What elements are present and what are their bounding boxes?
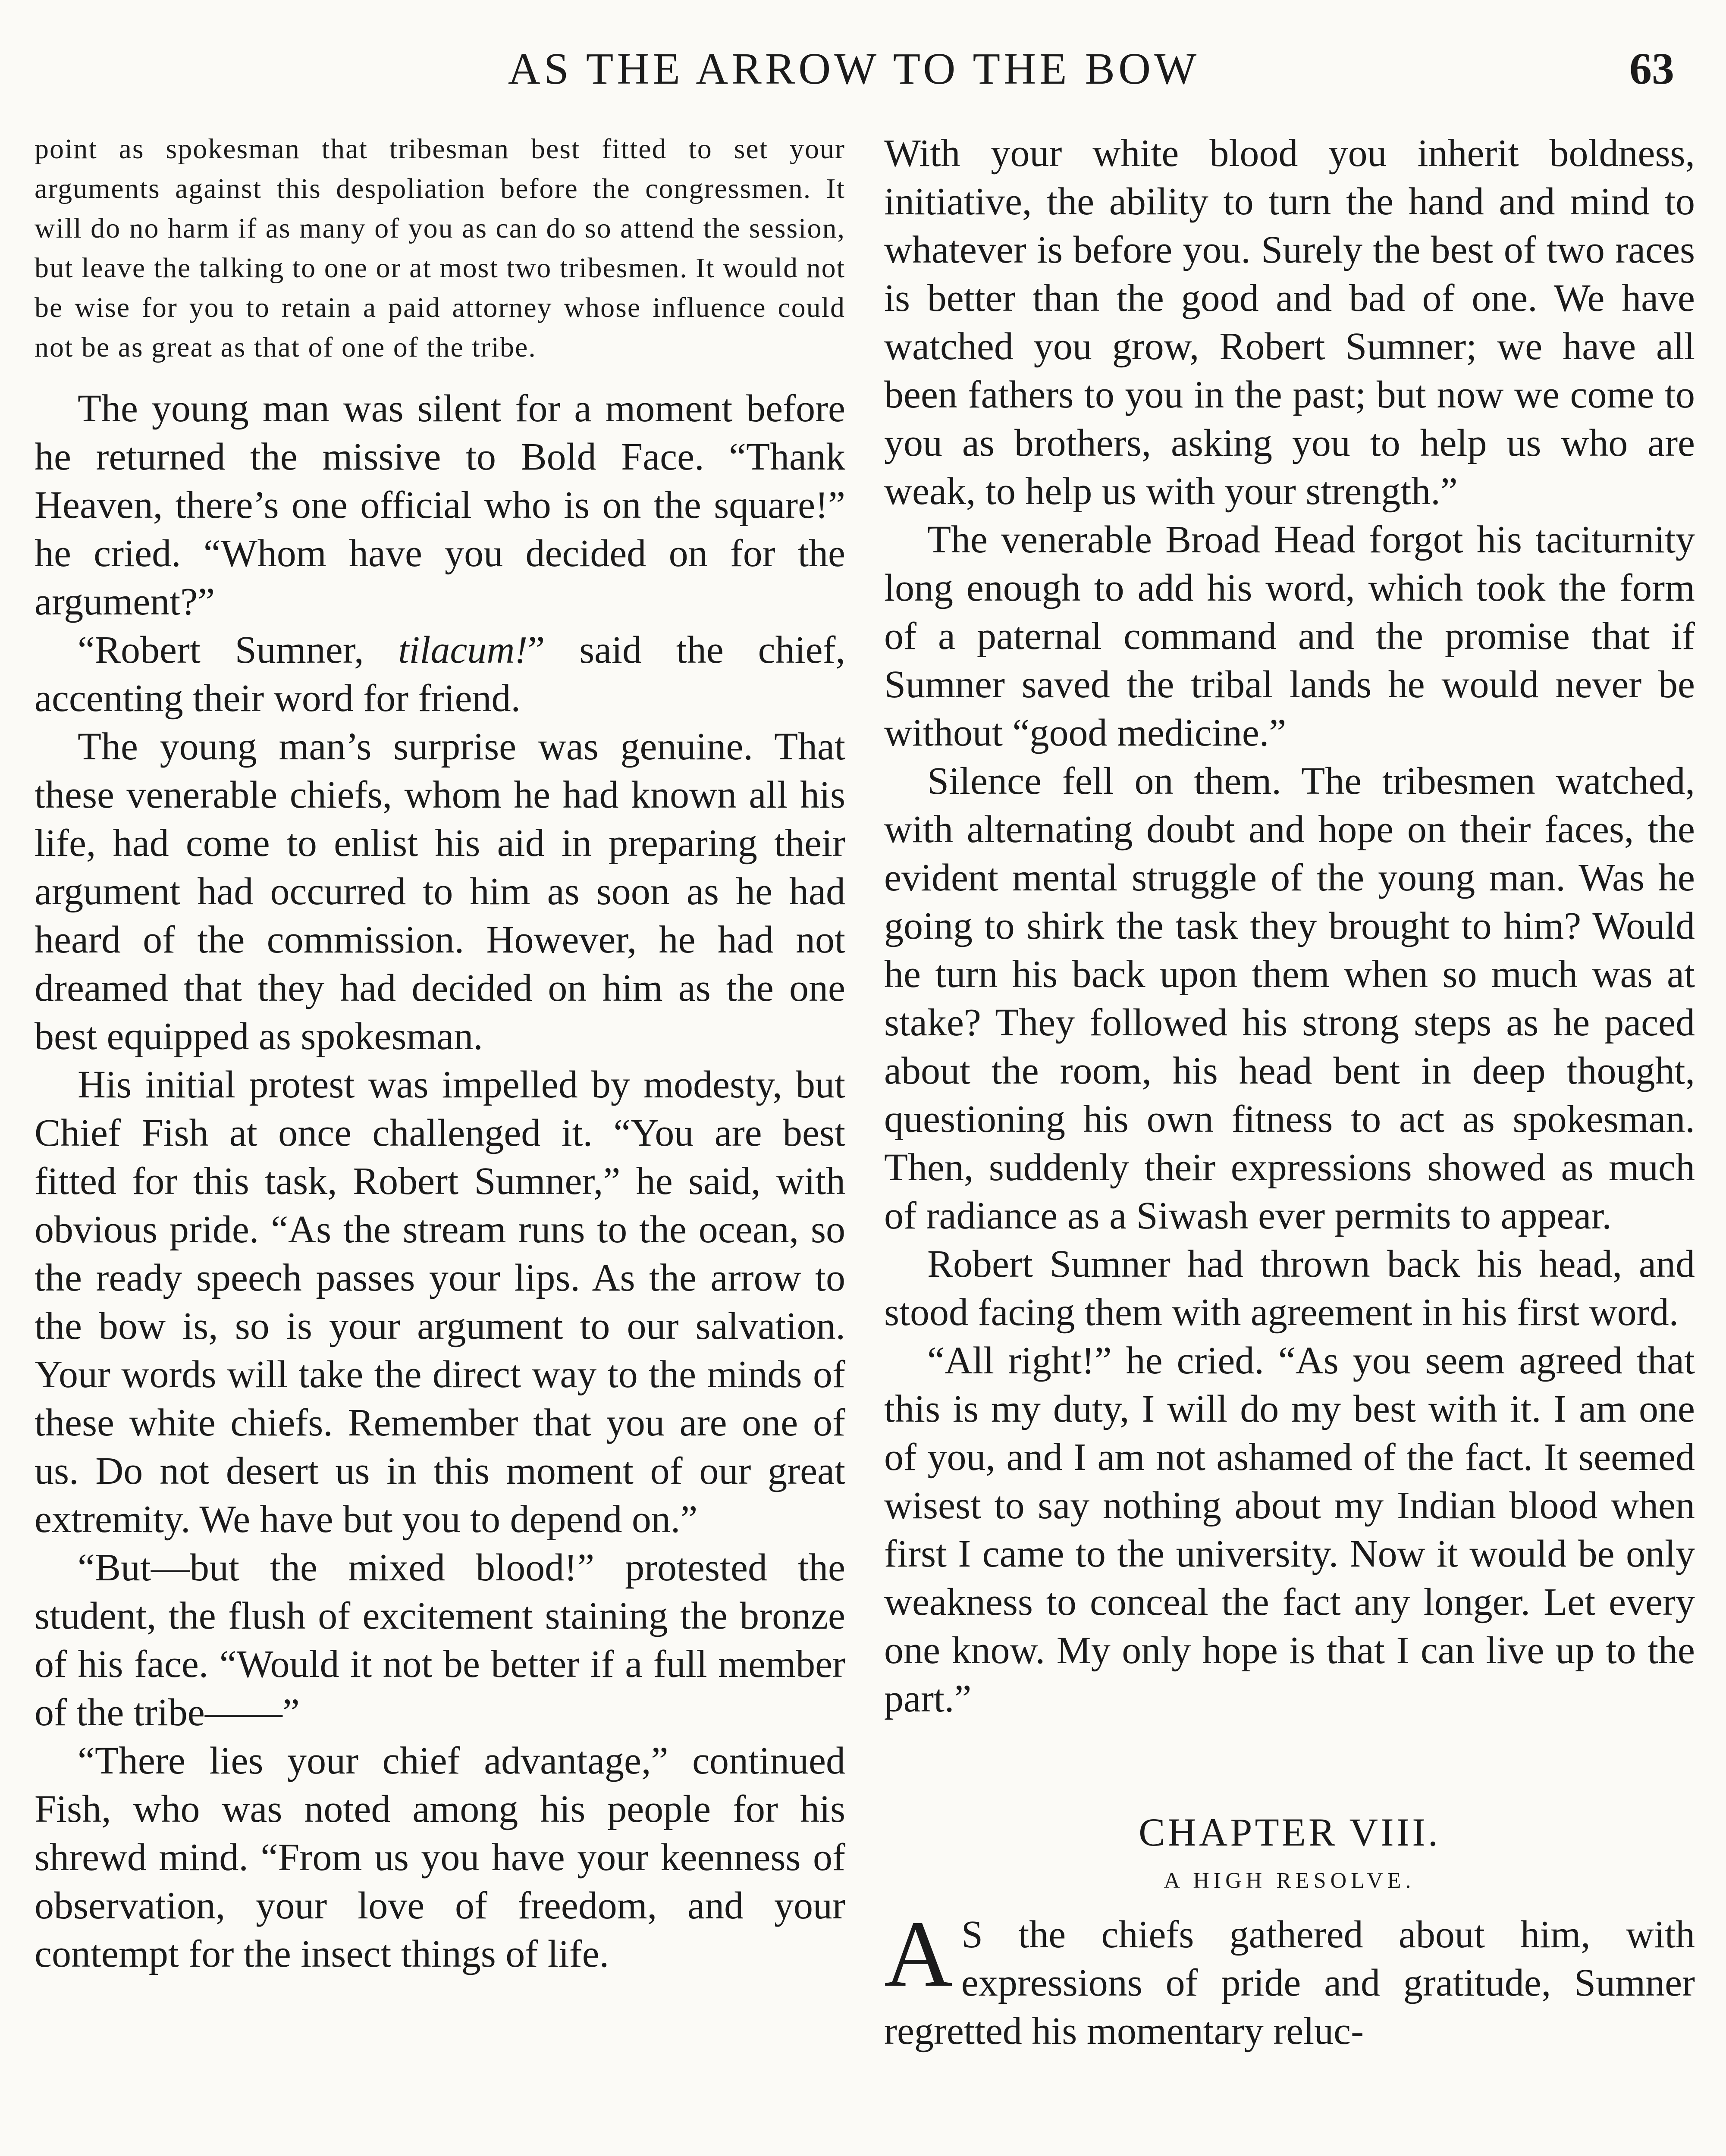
quote-end: ” said the chief, accenting their word for friend. (35, 629, 845, 720)
letter-excerpt (35, 129, 845, 367)
chinook-word: tilacum! (398, 629, 528, 671)
opening-text: S the chiefs gathered about him, with expressions of pride and gratitude, Sumner regretted his momentary reluc- (884, 1913, 1695, 2053)
paragraph: Robert Sumner had thrown back his head, and stood facing them with agreement in his first word. (884, 1243, 1695, 1334)
chapter-subtitle: A HIGH RESOLVE. (1164, 1868, 1415, 1893)
paragraph: “All right!” he cried. “As you seem agreed that this is my duty, I will do my best with it. I am one of you, and I am not ashamed of the fact. It seemed wisest to say nothing about my Indian blood when first I came to the university. Now it would be only weakness to conceal the fact any longer. Let every one know. My only hope is that I can live up to the part.” (884, 1339, 1695, 1720)
right-body (884, 129, 1695, 1723)
page-header (0, 26, 1726, 112)
right-column (884, 129, 1695, 2156)
letter-text: point as spokesman that tribesman best fitted to set your arguments against this despoliation before the congressmen. It will do no harm if as many of you as can do so attend the session, but leave the talking to one or at most two tribesmen. It would not be wise for you to retain a paid attorney whose influence could not be as great as that of one of the tribe. (35, 133, 845, 363)
quote-start: “Robert Sumner, (78, 629, 399, 671)
page-number: 63 (1629, 44, 1674, 94)
paragraph: His initial protest was impelled by modesty, but Chief Fish at once challenged it. “You are best fitted for this task, Robert Sumner,” he said, with obvious pride. “As the stream runs to the ocean, so the ready speech passes your lips. As the arrow to the bow is, so is your argument to our salvation. Your words will take the direct way to the minds of these white chiefs. Remember that you are one of us. Do not desert us in this moment of our great extremity. We have but you to depend on.” (35, 1063, 845, 1541)
paragraph: With your white blood you inherit boldness, initiative, the ability to turn the hand and mind to whatever is before you. Surely the best of two races is better than the good and bad of one. We have watched you grow, Robert Sumner; we have all been fathers to you in the past; but now we come to you as brothers, asking you to help us who are weak, to help us with your strength.” (884, 132, 1695, 513)
paragraph: The young man was silent for a moment before he returned the missive to Bold Face. “Thank Heaven, there’s one official who is on the square!” he cried. “Whom have you decided on for the argument?” (35, 387, 845, 623)
paragraph: Silence fell on them. The tribesmen watched, with alternating doubt and hope on their faces, the evident mental struggle of the young man. Was he going to shirk the task they brought to him? Would he turn his back upon them when so much was at stake? They followed his strong steps as he paced about the room, his head bent in deep thought, questioning his own fitness to act as spokesman. Then, suddenly their expressions showed as much of radiance as a Siwash ever permits to appear. (884, 760, 1695, 1237)
chapter-opening-paragraph (884, 1901, 1695, 2056)
left-body (35, 385, 845, 1978)
paragraph: The venerable Broad Head forgot his taciturnity long enough to add his word, which took the form of a paternal command and the promise that if Sumner saved the tribal lands he would never be without “good medicine.” (884, 518, 1695, 754)
left-column (35, 129, 845, 2156)
chapter-heading: CHAPTER VIII. (1139, 1810, 1440, 1854)
paragraph: “But—but the mixed blood!” protested the student, the flush of excitement staining the bronze of his face. “Would it not be better if a full member of the tribe——” (35, 1546, 845, 1734)
paragraph (35, 626, 845, 723)
paragraph: The young man’s surprise was genuine. That these venerable chiefs, whom he had known all his life, had come to enlist his aid in preparing their argument had occurred to him as soon as he had heard of the commission. However, he had not dreamed that they had decided on him as the one best equipped as spokesman. (35, 725, 845, 1058)
paragraph: “There lies your chief advantage,” continued Fish, who was noted among his people for his shrewd mind. “From us you have your keenness of observation, your love of freedom, and your contempt for the insect things of life. (35, 1739, 845, 1975)
drop-cap: A (884, 1901, 953, 2006)
running-title: AS THE ARROW TO THE BOW (508, 44, 1200, 94)
